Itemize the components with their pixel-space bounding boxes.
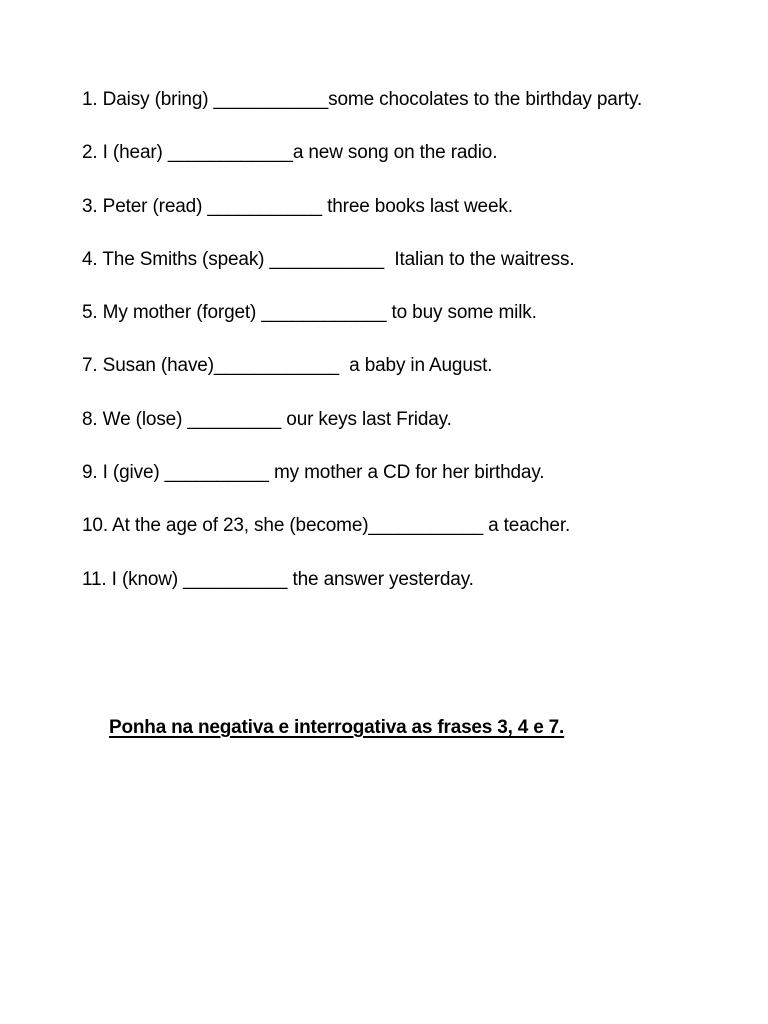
exercise-sentence-3: 3. Peter (read) ___________ three books last week. [82, 195, 513, 217]
exercise-sentence-11: 11. I (know) __________ the answer yesterday. [82, 568, 474, 590]
exercise-sentence-10: 10. At the age of 23, she (become)___________ a teacher. [82, 515, 571, 537]
exercise-sentence-4: 4. The Smiths (speak) ___________ Italian to the waitress. [82, 248, 575, 270]
exercise-sentence-7: 7. Susan (have)____________ a baby in August. [82, 355, 493, 377]
exercise-sentence-2: 2. I (hear) ____________a new song on the radio. [82, 142, 498, 164]
instruction-heading: Ponha na negativa e interrogativa as frases 3, 4 e 7. [109, 717, 565, 738]
exercise-sentence-8: 8. We (lose) _________ our keys last Friday. [82, 408, 452, 430]
exercise-sentence-9: 9. I (give) __________ my mother a CD for her birthday. [82, 462, 545, 484]
exercise-list [82, 86, 642, 619]
exercise-sentence-5: 5. My mother (forget) ____________ to buy some milk. [82, 302, 537, 324]
exercise-sentence-1: 1. Daisy (bring) ___________some chocolates to the birthday party. [82, 89, 643, 110]
